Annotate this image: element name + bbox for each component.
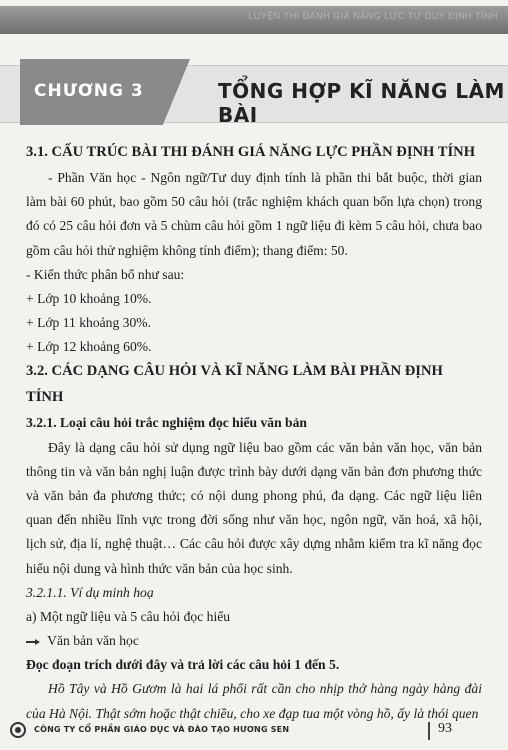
page-footer (8, 720, 488, 744)
list-item: + Lớp 10 khoảng 10%. (26, 290, 152, 306)
section-heading: 3.2. CÁC DẠNG CÂU HỎI VÀ KĨ NĂNG LÀM BÀI PHẦN ĐỊNH TÍNH (26, 363, 443, 406)
publisher-name: CÔNG TY CỔ PHẦN GIÁO DỤC VÀ ĐÀO TẠO HƯƠNG SEN (34, 725, 290, 734)
chapter-label: CHƯƠNG 3 (34, 81, 144, 101)
example-line: a) Một ngữ liệu và 5 câu hỏi đọc hiểu (26, 608, 231, 624)
running-header (0, 6, 508, 34)
pointing-hand-icon (26, 637, 40, 647)
list-item: + Lớp 11 khoảng 30%. (26, 315, 151, 331)
subsection-heading: 3.2.1. Loại câu hỏi trắc nghiệm đọc hiểu văn bản (26, 415, 307, 431)
passage-excerpt: Hồ Tây và Hồ Gươm là hai lá phổi rất cần cho nhịp thở hàng ngày hàng đài của Hà Nội. Thật sớm hoặc thật chiều, cho xe đạp tua một vòng hồ, ấy là thói quen (26, 681, 482, 721)
paragraph: - Phần Văn học - Ngôn ngữ/Tư duy định tính là phần thi bắt buộc, thời gian làm bài 60 phút, bao gồm 50 câu hỏi (trắc nghiệm khách quan bốn lựa chọn) trong đó có 25 câu hỏi đơn và 5 chùm câu hỏi gồm 1 ngữ liệu đi kèm 5 câu hỏi, chưa bao gồm câu hỏi thử nghiệm không tính điểm); thang điểm: 50. (26, 169, 482, 258)
list-intro: - Kiến thức phân bổ như sau: (26, 266, 185, 282)
publisher-logo-icon (10, 722, 26, 738)
running-header-text: LUYỆN THI ĐÁNH GIÁ NĂNG LỰC TƯ DUY ĐỊNH TÍNH (248, 11, 498, 21)
page-content (26, 140, 482, 726)
instruction: Đọc đoạn trích dưới đây và trả lời các câu hỏi 1 đến 5. (26, 657, 340, 673)
page-number: 93 (438, 721, 452, 736)
section-heading: 3.1. CẤU TRÚC BÀI THI ĐÁNH GIÁ NĂNG LỰC PHẦN ĐỊNH TÍNH (26, 144, 476, 160)
chapter-banner (0, 57, 508, 131)
chapter-title: TỔNG HỢP KĨ NĂNG LÀM BÀI (218, 79, 505, 127)
list-item: + Lớp 12 khoảng 60%. (26, 339, 152, 355)
footer-divider (428, 722, 430, 740)
bullet-item: Văn bản văn học (26, 629, 482, 653)
paragraph: Đây là dạng câu hỏi sử dụng ngữ liệu bao gồm các văn bản văn học, văn bản thông tin và văn bản nghị luận được trình bày dưới dạng văn bản đơn phương thức và văn bản đa phương thức; có nội dung phong phú, đa dạng. Các ngữ liệu liên quan đến nhiều lĩnh vực trong đời sống như văn học, ngôn ngữ, văn hoá, xã hội, lịch sử, địa lí, nghệ thuật… Các câu hỏi được xây dựng nhằm kiểm tra kĩ năng đọc hiểu nội dung và hình thức văn bản của học sinh. (26, 439, 482, 576)
example-heading: 3.2.1.1. Ví dụ minh hoạ (26, 584, 154, 600)
